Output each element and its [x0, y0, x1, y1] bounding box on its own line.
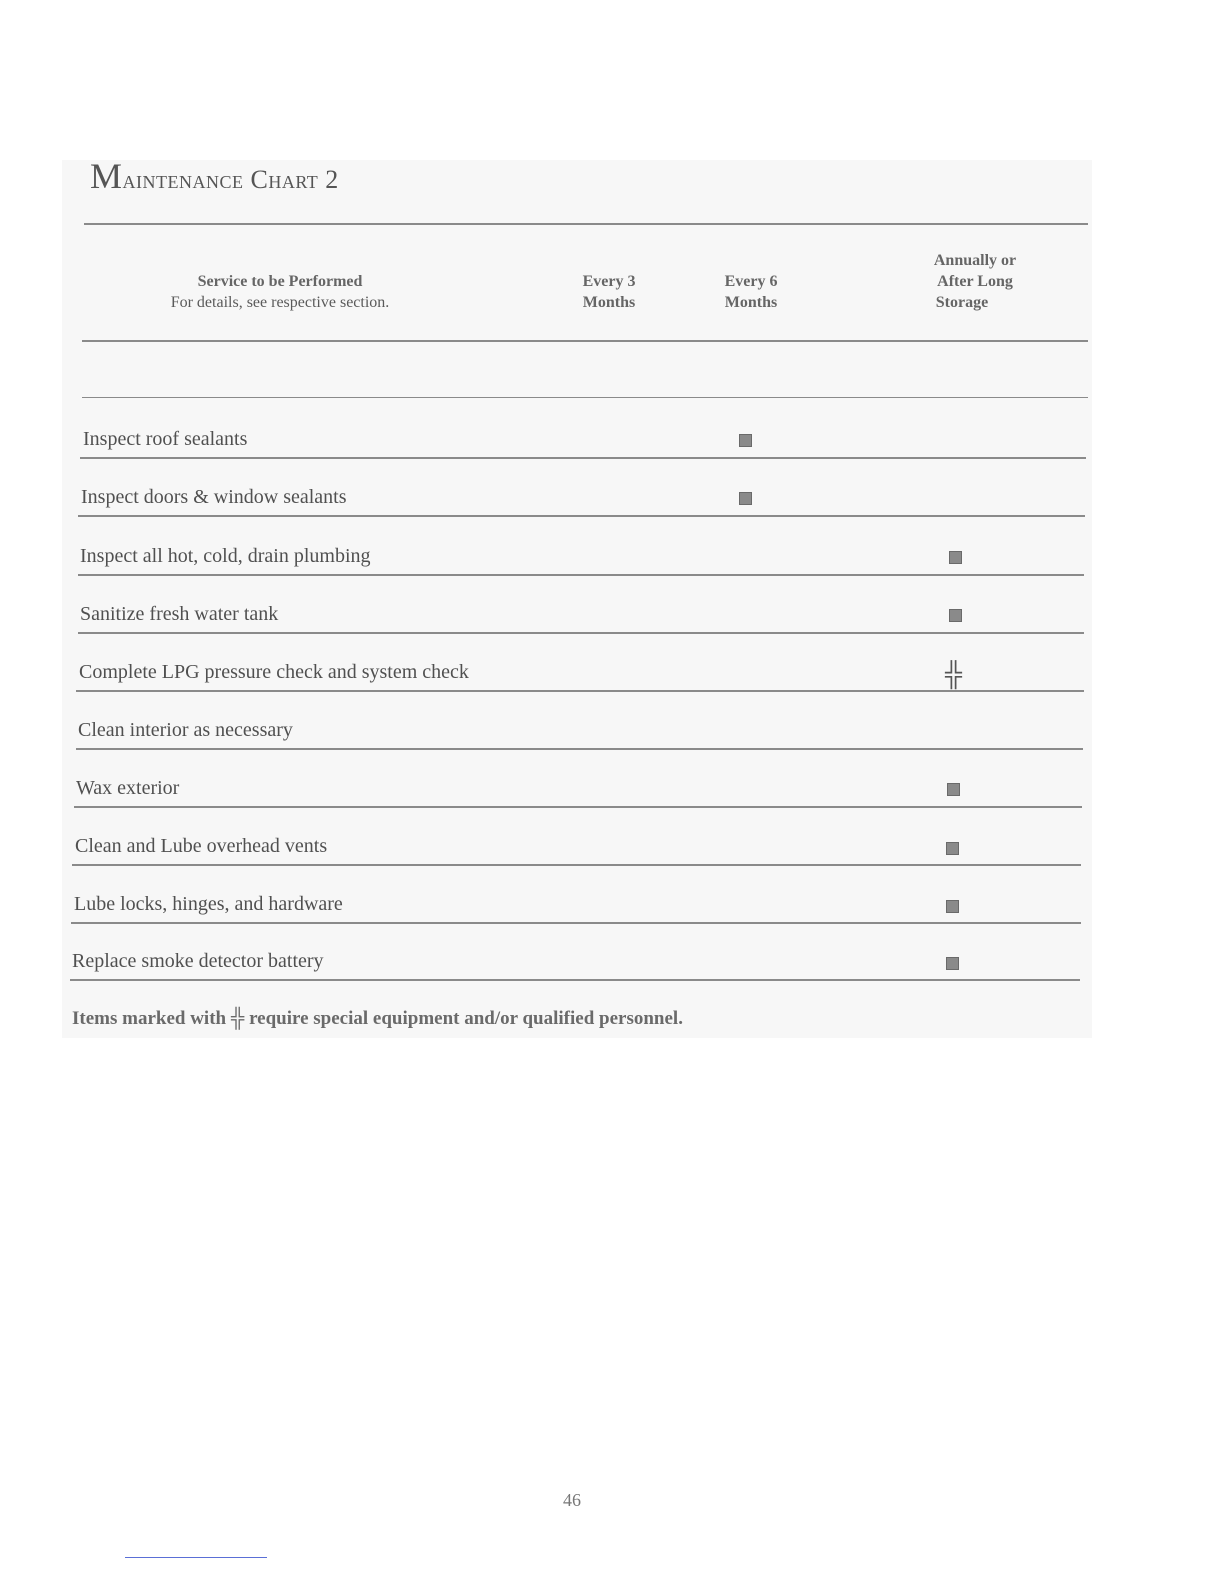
header-service-line1: Service to be Performed	[197, 273, 363, 290]
header-every-3-months	[560, 271, 658, 313]
page-title	[90, 155, 339, 197]
footnote-after: require special equipment and/or qualified personnel.	[249, 1008, 683, 1029]
row-rule	[76, 690, 1084, 692]
header-service-details	[130, 292, 430, 313]
header-annually-line3: Storage	[935, 294, 989, 311]
header-every-6-line1: Every 6	[724, 273, 778, 290]
row-rule	[70, 979, 1080, 981]
row-label: Inspect roof sealants	[83, 428, 248, 450]
mark-square-icon	[946, 957, 959, 970]
row-label: Clean interior as necessary	[78, 719, 293, 741]
mark-square-icon	[946, 900, 959, 913]
header-service	[150, 271, 410, 292]
header-every-6-line2: Months	[724, 294, 778, 311]
mark-square-icon	[946, 842, 959, 855]
row-rule	[74, 806, 1082, 808]
row-rule	[78, 632, 1084, 634]
row-rule	[71, 922, 1081, 924]
row-label: Lube locks, hinges, and hardware	[74, 893, 343, 915]
footnote-before: Items marked with	[72, 1008, 227, 1029]
header-annually	[910, 250, 1040, 313]
header-every-3-line1: Every 3	[582, 273, 636, 290]
mark-square-icon	[739, 492, 752, 505]
header-bottom-rule	[82, 340, 1088, 342]
row-rule	[76, 748, 1083, 750]
mark-square-icon	[739, 434, 752, 447]
special-equipment-cross-icon: ╬	[945, 662, 963, 688]
row-label: Inspect doors & window sealants	[81, 486, 347, 508]
footnote-cross-icon: ╬	[230, 1008, 245, 1029]
footnote	[72, 1008, 683, 1030]
mark-square-icon	[947, 783, 960, 796]
mark-square-icon	[949, 609, 962, 622]
header-service-line2: For details, see respective section.	[170, 294, 390, 311]
row-rule	[72, 864, 1081, 866]
header-annually-line1: Annually or	[933, 252, 1017, 269]
header-annually-line2: After Long	[937, 273, 1013, 290]
footer-link-underline	[125, 1557, 267, 1558]
row-rule	[78, 574, 1084, 576]
section-rule	[82, 397, 1088, 398]
page-number: 46	[563, 1490, 581, 1510]
header-every-6-months	[702, 271, 800, 313]
row-label: Sanitize fresh water tank	[80, 603, 279, 625]
row-label: Replace smoke detector battery	[72, 950, 324, 972]
title-rest: aintenance Chart 2	[122, 165, 339, 194]
header-every-3-line2: Months	[582, 294, 636, 311]
mark-square-icon	[949, 551, 962, 564]
row-rule	[80, 457, 1086, 459]
header-top-rule	[84, 223, 1088, 225]
row-label: Inspect all hot, cold, drain plumbing	[80, 545, 371, 567]
row-label: Clean and Lube overhead vents	[75, 835, 328, 857]
row-label: Complete LPG pressure check and system check	[79, 661, 469, 683]
row-rule	[78, 515, 1085, 517]
title-initial: M	[90, 156, 123, 196]
row-label: Wax exterior	[76, 777, 180, 799]
